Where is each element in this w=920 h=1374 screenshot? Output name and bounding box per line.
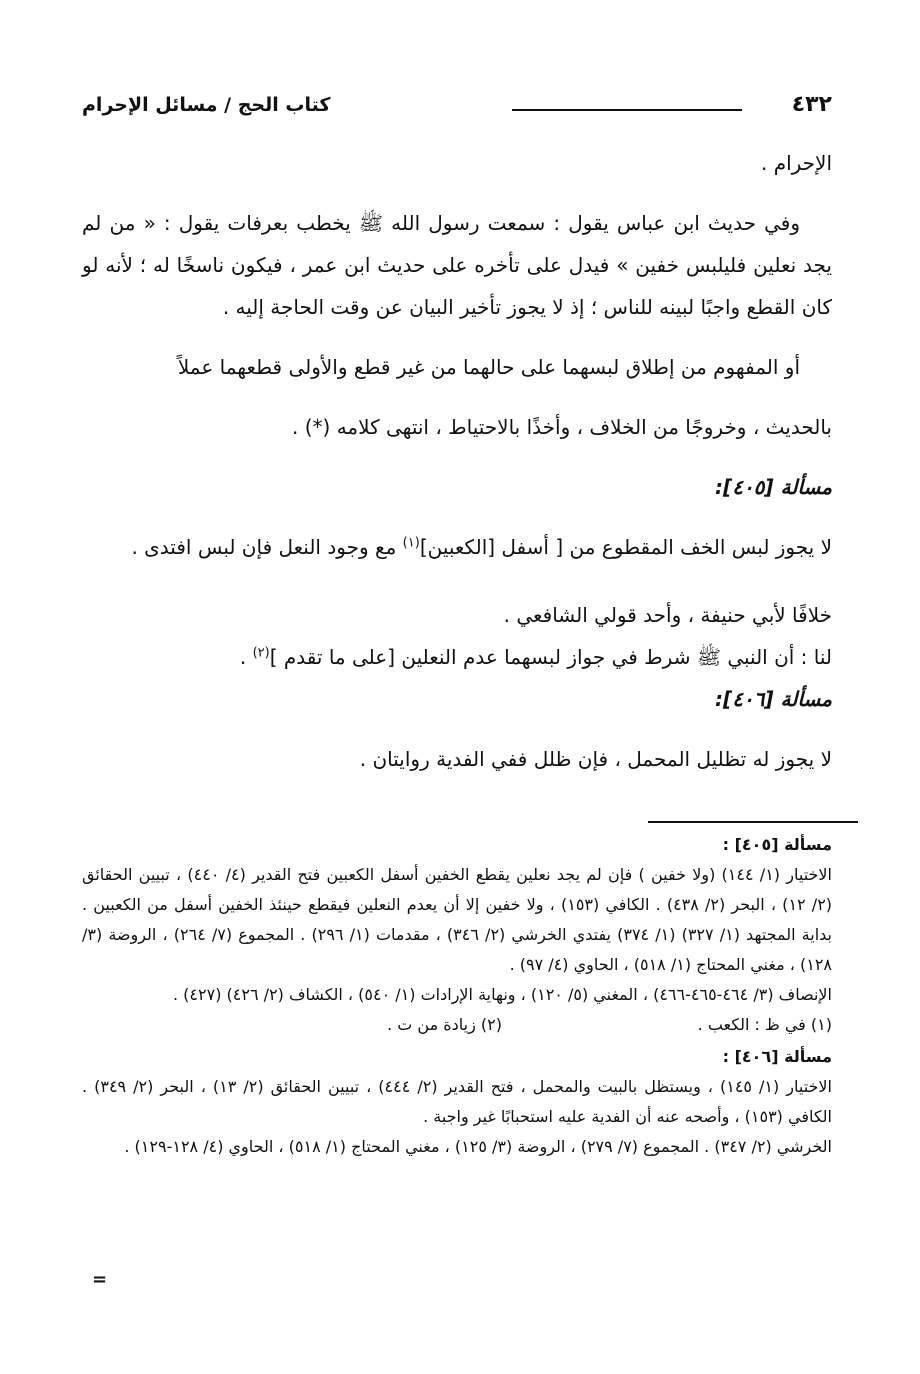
- page-number: ٤٣٢: [791, 92, 832, 117]
- issue-406-heading: مسألة [٤٠٦]:: [715, 687, 832, 711]
- page-header: [82, 92, 832, 128]
- main-text: [82, 142, 832, 780]
- running-title: كتاب الحج / مسائل الإحرام: [82, 94, 331, 116]
- paragraph-issue-406-ruling: لا يجوز له تظليل المحمل ، فإن ظلل ففي الفدية روايتان .: [359, 747, 832, 771]
- paragraph-quote-end: بالحديث ، وخروجًا من الخلاف ، وأخذًا بالاحتياط ، انتهى كلامه (*) .: [292, 415, 832, 439]
- notes-405-references-cont: الإنصاف (٣/ ٤٦٤-٤٦٥-٤٦٦) ، المغني (٥/ ١٢٠) ، ونهاية الإرادات (١/ ٥٤٠) ، الكشاف (٢/ ٤٢٦) (٤٢٧) .: [172, 985, 832, 1004]
- ruling-text-start: لا يجوز لبس الخف المقطوع من [ أسفل [الكعبين]: [419, 535, 832, 559]
- paragraph-evidence: [82, 636, 832, 678]
- paragraph-mafhum: أو المفهوم من إطلاق لبسهما على حالهما من غير قطع والأولى قطعهما عملاً: [177, 355, 800, 379]
- footnote-1: (١) في ظ : الكعب .: [697, 1015, 832, 1034]
- evidence-text: لنا : أن النبي ﷺ شرط في جواز لبسهما عدم النعلين [على ما تقدم ]: [269, 645, 832, 669]
- continuation-mark: =: [92, 1269, 108, 1290]
- notes-406-heading: مسألة [٤٠٦] :: [722, 1047, 832, 1066]
- notes-405-references: الاختيار (١/ ١٤٤) (ولا خفين ) فإن لم يجد نعلين يقطع الخفين أسفل الكعبين فتح القدير (٤/ ٤٤٠) ، تبيين الحقائق (٢/ ١٢) ، البحر (٢/ ٤٣٨) . الكافي (١٥٣) ، ولا خفين إلا أن يعدم النعلين فيقطع حينئذ الخفين أسفل من الكعبين . بداية المجتهد (١/ ٣٢٧) (١/ ٣٧٤) يفتدي الخرشي (٢/ ٣٤٦) ، مقدمات (١/ ٢٩٦) . المجموع (٧/ ٢٦٤) ، الروضة (٣/ ١٢٨) ، مغني المحتاج (١/ ٥١٨) ، الحاوي (٤/ ٩٧) .: [82, 865, 833, 974]
- footnote-ref-1: (١): [402, 535, 420, 551]
- evidence-text-end: .: [239, 645, 253, 669]
- notes-406-references-cont: الخرشي (٢/ ٣٤٧) . المجموع (٧/ ٢٧٩) ، الروضة (٣/ ١٢٥) ، مغني المحتاج (١/ ٥١٨) ، الحاوي (٤/ ١٢٨-١٢٩) .: [124, 1137, 832, 1156]
- footnote-2: (٢) زيادة من ت .: [387, 1015, 502, 1034]
- paragraph-continuation: الإحرام .: [760, 151, 832, 175]
- paragraph-ibn-abbas-hadith: وفي حديث ابن عباس يقول : سمعت رسول الله ﷺ يخطب بعرفات يقول : « من لم يجد نعلين فليلبس خفين » فيدل على تأخره على حديث ابن عمر ، فيكون ناسخًا له ؛ لأنه لو كان القطع واجبًا لبينه للناس ؛ إذ لا يجوز تأخير البيان عن وقت الحاجة إليه .: [82, 211, 832, 319]
- footnote-ref-2: (٢): [252, 645, 270, 661]
- issue-405-heading: مسألة [٤٠٥]:: [715, 475, 832, 499]
- notes-406-references: الاختيار (١/ ١٤٥) ، ويستظل بالبيت والمحمل ، فتح القدير (٢/ ٤٤٤) ، تبيين الحقائق (٢/ ١٣) ، البحر (٢/ ٣٤٩) . الكافي (١٥٣) ، وأصحه عنه أن الفدية عليه استحبابًا غير واجبة .: [82, 1077, 832, 1126]
- footnotes: [82, 830, 832, 1162]
- paragraph-disagreement: خلافًا لأبي حنيفة ، وأحد قولي الشافعي .: [503, 603, 832, 627]
- footnote-row: [82, 1010, 832, 1042]
- header-rule: [512, 109, 742, 111]
- paragraph-issue-405-ruling: [82, 526, 832, 568]
- notes-405-heading: مسألة [٤٠٥] :: [722, 835, 832, 854]
- footnote-separator: [648, 821, 858, 823]
- ruling-text-end: مع وجود النعل فإن لبس افتدى .: [131, 535, 403, 559]
